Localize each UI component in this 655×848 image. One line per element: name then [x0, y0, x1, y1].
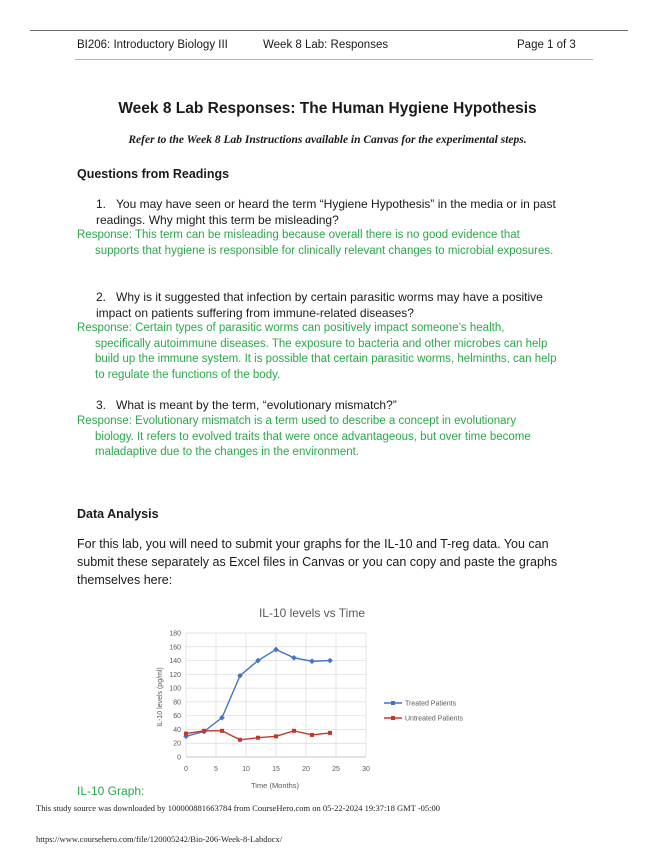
question-text: You may have seen or heard the term “Hygiene Hypothesis” in the media or in past [116, 197, 556, 211]
question-text: Why is it suggested that infection by certain parasitic worms may have a positive [116, 290, 543, 304]
legend-swatch-marker [391, 701, 395, 705]
x-tick-label: 20 [302, 766, 310, 773]
response-text-cont: biology. It refers to evolved traits that were once advantageous, but over time become maladaptive due to the changes in the environment. [95, 430, 531, 458]
response-2 [77, 321, 562, 383]
y-tick-label: 80 [173, 699, 181, 707]
header-rule [30, 30, 628, 31]
questions-heading: Questions from Readings [77, 167, 230, 181]
question-2 [96, 290, 566, 321]
footer-url: https://www.coursehero.com/file/120005242/Bio-206-Week-8-Labdocx/ [36, 834, 283, 844]
header-lab: Week 8 Lab: Responses [263, 39, 389, 51]
response-text-cont: specifically autoimmune diseases. The exposure to bacteria and other microbes can help build up the immune system. It is possible that certain parasitic worms, helminths, can help to regulate the functions of the body. [95, 337, 557, 381]
il10-chart [140, 597, 480, 792]
page-subtitle: Refer to the Week 8 Lab Instructions available in Canvas for the experimental steps. [128, 134, 527, 146]
response-1 [77, 228, 562, 259]
y-tick-label: 40 [173, 726, 181, 734]
data-point [238, 738, 242, 742]
legend-label: Treated Patients [405, 700, 457, 708]
response-3 [77, 414, 562, 461]
x-tick-label: 30 [362, 766, 370, 773]
chart-ylabel: IL-10 levels (pg/ml) [157, 667, 164, 727]
il10-graph-label: IL-10 Graph: [77, 784, 145, 798]
question-3 [96, 398, 566, 414]
x-tick-label: 10 [242, 766, 250, 773]
data-point [202, 729, 206, 733]
question-text: What is meant by the term, “evolutionary mismatch?” [116, 398, 397, 412]
page-title: Week 8 Lab Responses: The Human Hygiene Hypothesis [118, 100, 537, 117]
data-point [310, 733, 314, 737]
footer-source: This study source was downloaded by 100000881663784 from CourseHero.com on 05-22-2024 19:37:18 GMT -05:00 [36, 803, 441, 813]
response-text: Response: Certain types of parasitic worms can positively impact someone’s health, [77, 322, 505, 334]
y-tick-label: 60 [173, 713, 181, 721]
header-page: Page 1 of 3 [517, 39, 576, 51]
y-tick-label: 100 [169, 685, 181, 693]
chart-legend [384, 701, 463, 723]
data-point [328, 731, 332, 735]
data-point [274, 734, 278, 738]
data-point [309, 658, 315, 664]
data-point [327, 658, 333, 664]
chart-series [183, 647, 333, 742]
x-tick-label: 15 [272, 766, 280, 773]
response-text-cont: supports that hygiene is responsible for clinically relevant changes to microbial exposures. [95, 244, 554, 257]
response-text: Response: This term can be misleading because overall there is no good evidence that [77, 229, 520, 241]
chart-title: IL-10 levels vs Time [258, 606, 366, 620]
legend-label: Untreated Patients [405, 715, 463, 723]
chart-xlabel: Time (Months) [250, 781, 300, 790]
data-analysis-paragraph: For this lab, you will need to submit your graphs for the IL-10 and T-reg data. You can submit these separately as Excel files in Canvas or you can copy and paste the graphs themselves here: [77, 537, 558, 587]
question-number: 3. [96, 398, 107, 412]
header-course: BI206: Introductory Biology III [77, 39, 228, 51]
question-number: 1. [96, 197, 107, 211]
x-tick-label: 5 [214, 766, 218, 773]
legend-swatch-marker [391, 716, 395, 720]
y-tick-label: 120 [169, 671, 181, 679]
header-underline [75, 59, 593, 60]
y-tick-label: 140 [169, 658, 181, 666]
response-text: Response: Evolutionary mismatch is a term used to describe a concept in evolutionary [77, 415, 517, 427]
question-1 [96, 197, 566, 228]
data-point [220, 729, 224, 733]
data-point [291, 655, 297, 661]
y-tick-label: 20 [173, 740, 181, 748]
question-text-cont: readings. Why might this term be misleading? [96, 212, 339, 227]
y-tick-label: 180 [169, 630, 181, 638]
data-point [256, 736, 260, 740]
y-tick-label: 0 [177, 754, 181, 762]
question-text-cont: impact on patients suffering from immune-related diseases? [96, 305, 414, 320]
data-point [292, 729, 296, 733]
y-tick-label: 160 [169, 644, 181, 652]
question-number: 2. [96, 290, 107, 304]
data-analysis-heading: Data Analysis [77, 507, 159, 521]
x-tick-label: 25 [332, 766, 340, 773]
x-tick-label: 0 [184, 766, 188, 773]
data-point [184, 732, 188, 736]
